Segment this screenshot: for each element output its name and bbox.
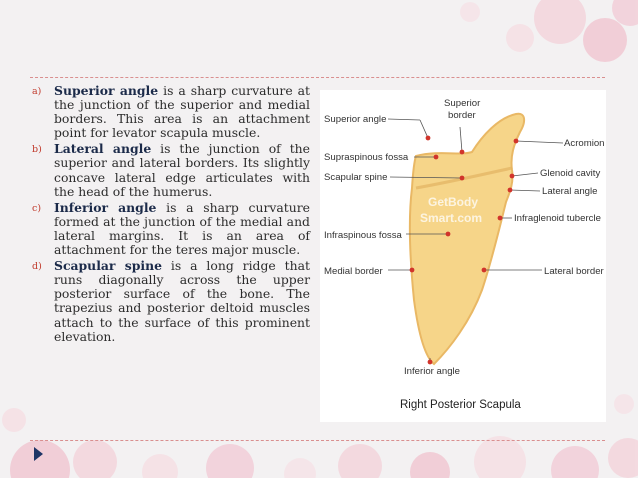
watermark: GetBody <box>428 195 479 209</box>
label-supraspinous-fossa: Supraspinous fossa <box>324 152 409 163</box>
term: Lateral angle <box>54 141 152 157</box>
label-glenoid-cavity: Glenoid cavity <box>540 168 601 179</box>
label-lateral-angle: Lateral angle <box>542 186 598 197</box>
item-marker: a) <box>32 86 42 97</box>
label-superior-border: border <box>448 110 476 121</box>
list-item <box>32 201 310 257</box>
label-lateral-border: Lateral border <box>544 266 604 277</box>
item-marker: c) <box>32 202 42 214</box>
diagram-caption: Right Posterior Scapula <box>400 399 521 411</box>
definition: is a sharp curvature at the junction of the superior and medial borders. This area is an attachment point for levator scapula muscle. <box>54 83 311 141</box>
list-item <box>32 84 310 140</box>
definition-list <box>32 84 310 346</box>
item-marker: d) <box>32 261 42 273</box>
top-divider <box>30 77 605 78</box>
scapula-diagram <box>320 90 606 422</box>
label-inferior-angle: Inferior angle <box>404 366 460 377</box>
definition: is a sharp curvature formed at the junction of the medial and lateral margins. It is an area of attachment for the teres major muscle. <box>54 199 310 258</box>
bottom-divider <box>30 440 605 441</box>
watermark: Smart.com <box>420 211 483 225</box>
label-superior-angle: Superior angle <box>324 114 387 125</box>
definition: is a long ridge that runs diagonally across the upper posterior surface of the bone. The trapezius and posterior deltoid muscles attach to the surface of this prominent elevation. <box>54 258 310 344</box>
term: Inferior angle <box>54 199 157 215</box>
label-scapular-spine: Scapular spine <box>324 172 388 183</box>
label-infraspinous-fossa: Infraspinous fossa <box>324 230 402 241</box>
list-item <box>32 259 310 344</box>
list-item <box>32 142 310 198</box>
label-medial-border: Medial border <box>324 266 383 277</box>
label-infraglenoid-tubercle: Infraglenoid tubercle <box>514 213 601 224</box>
term: Superior angle <box>54 83 159 98</box>
item-marker: b) <box>32 144 42 156</box>
next-slide-arrow-icon[interactable] <box>34 447 43 461</box>
label-acromion: Acromion <box>564 138 605 149</box>
term: Scapular spine <box>54 258 162 274</box>
definition: is the junction of the superior and lateral borders. Its slightly concave lateral edge articulates with the head of the humerus. <box>54 141 310 199</box>
scapula-bone <box>410 114 524 364</box>
label-superior-border: Superior <box>444 98 481 109</box>
